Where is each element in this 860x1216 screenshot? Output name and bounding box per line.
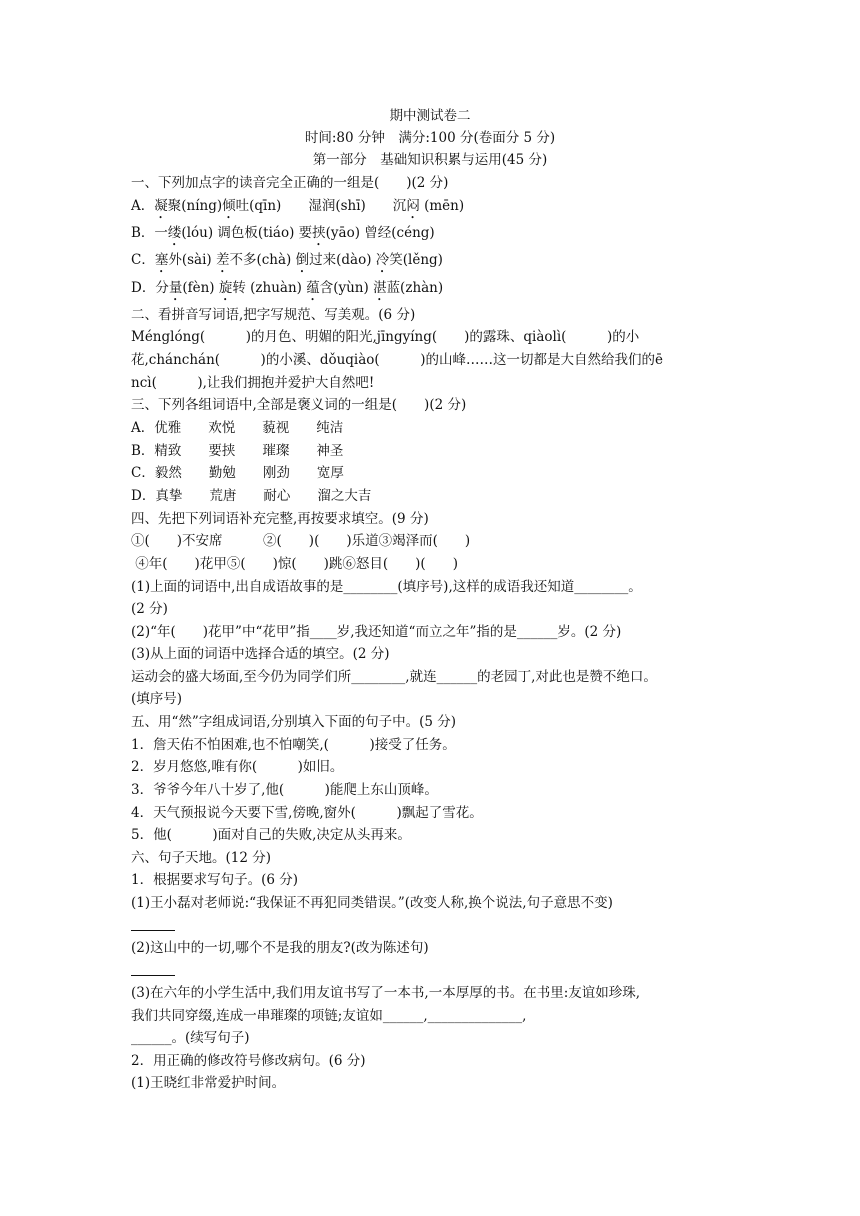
q6-sub2: 2．用正确的修改符号修改病句。(6 分) (131, 1053, 366, 1069)
q2-line-1: Ménglóng( )的月色、明媚的阳光,jīngyíng( )的露珠、qiàolì( )的小 (131, 329, 640, 345)
exam-time-info: 时间:80 分钟 满分:100 分(卷面分 5 分) (304, 130, 556, 146)
q6-sentence-1: (1)王小磊对老师说:“我保证不再犯同类错误。”(改变人称,换个说法,句子意思不变) (131, 895, 613, 911)
q6-sub1: 1．根据要求写句子。(6 分) (131, 872, 299, 888)
q6-sentence-3-end: ______。(续写句子) (131, 1030, 250, 1046)
q5-title: 五、用“然”字组成词语,分别填入下面的句子中。(5 分) (131, 714, 457, 730)
q6-sentence-3-cont: 我们共同穿缀,连成一串璀璨的项链;友谊如______,______________, (131, 1008, 527, 1024)
q6-sentence-3: (3)在六年的小学生活中,我们用友谊书写了一本书,一本厚厚的书。在书里:友谊如珍珠, (131, 985, 641, 1001)
part-one-heading: 第一部分 基础知识积累与运用(45 分) (312, 152, 548, 168)
q2-title: 二、看拼音写词语,把字写规范、写美观。(6 分) (131, 307, 416, 323)
exam-title: 期中测试卷二 (389, 108, 471, 124)
q3-option-a: A．优雅 欢悦 藐视 纯洁 (131, 420, 344, 436)
q3-option-d: D．真挚 荒唐 耐心 溜之大吉 (131, 488, 372, 504)
q3-title: 三、下列各组词语中,全部是褒义词的一组是( )(2 分) (131, 397, 467, 413)
q1-option-c: C．塞外(sài) 差不多(chà) 倒过来(dào) 冷笑(lěng) (131, 252, 443, 268)
q6-sentence-4: (1)王晓红非常爱护时间。 (131, 1075, 286, 1091)
q5-item-3: 3．爷爷今年八十岁了,他( )能爬上东山顶峰。 (131, 782, 438, 798)
q1-option-a: A．凝聚(níng)倾吐(qīn) 湿润(shī) 沉闷 (mēn) (131, 198, 465, 214)
q3-option-b: B．精致 要挟 璀璨 神圣 (131, 443, 344, 459)
q3-option-c: C．毅然 勤勉 刚劲 宽厚 (131, 465, 344, 481)
q2-line-3: ncì( ),让我们拥抱并爱护大自然吧! (131, 375, 375, 391)
q5-item-4: 4．天气预报说今天要下雪,傍晚,窗外( )飘起了雪花。 (131, 805, 483, 821)
q6-sentence-2: (2)这山中的一切,哪个不是我的朋友?(改为陈述句) (131, 940, 429, 956)
q1-option-b: B．一缕(lóu) 调色板(tiáo) 要挟(yāo) 曾经(céng) (131, 225, 435, 241)
q4-sub1-score: (2 分) (131, 601, 168, 617)
q6-title: 六、句子天地。(12 分) (131, 850, 272, 866)
q2-line-2: 花,chánchán( )的小溪、dǒuqiào( )的山峰……这一切都是大自然给我们的ē (131, 352, 663, 368)
q4-sub3: (3)从上面的词语中选择合适的填空。(2 分) (131, 646, 390, 662)
q5-item-5: 5．他( )面对自己的失败,决定从头再来。 (131, 827, 411, 843)
q4-sub1: (1)上面的词语中,出自成语故事的是________(填序号),这样的成语我还知道________。 (131, 579, 642, 595)
q4-sub2: (2)“年( )花甲”中“花甲”指____岁,我还知道“而立之年”指的是______岁。(2 分) (131, 624, 622, 640)
q4-sub3-note: (填序号) (131, 691, 183, 707)
q5-item-1: 1．詹天佑不怕困难,也不怕嘲笑,( )接受了任务。 (131, 737, 456, 753)
q4-idiom-line-1: ①( )不安席 ②( )( )乐道③竭泽而( ) (131, 533, 471, 549)
q4-idiom-line-2: ④年( )花甲⑤( )惊( )跳⑥怒目( )( ) (131, 556, 458, 572)
q4-sub3-sentence: 运动会的盛大场面,至今仍为同学们所________,就连______的老园丁,对此也是赞不绝口。 (131, 669, 657, 685)
q1-title: 一、下列加点字的读音完全正确的一组是( )(2 分) (131, 175, 449, 191)
q1-option-d: D．分量(fèn) 旋转 (zhuàn) 蕴含(yùn) 湛蓝(zhàn) (131, 280, 444, 296)
answer-line-2 (131, 975, 175, 976)
q4-title: 四、先把下列词语补充完整,再按要求填空。(9 分) (131, 511, 429, 527)
q5-item-2: 2．岁月悠悠,唯有你( )如旧。 (131, 759, 344, 775)
answer-line-1 (131, 930, 175, 931)
